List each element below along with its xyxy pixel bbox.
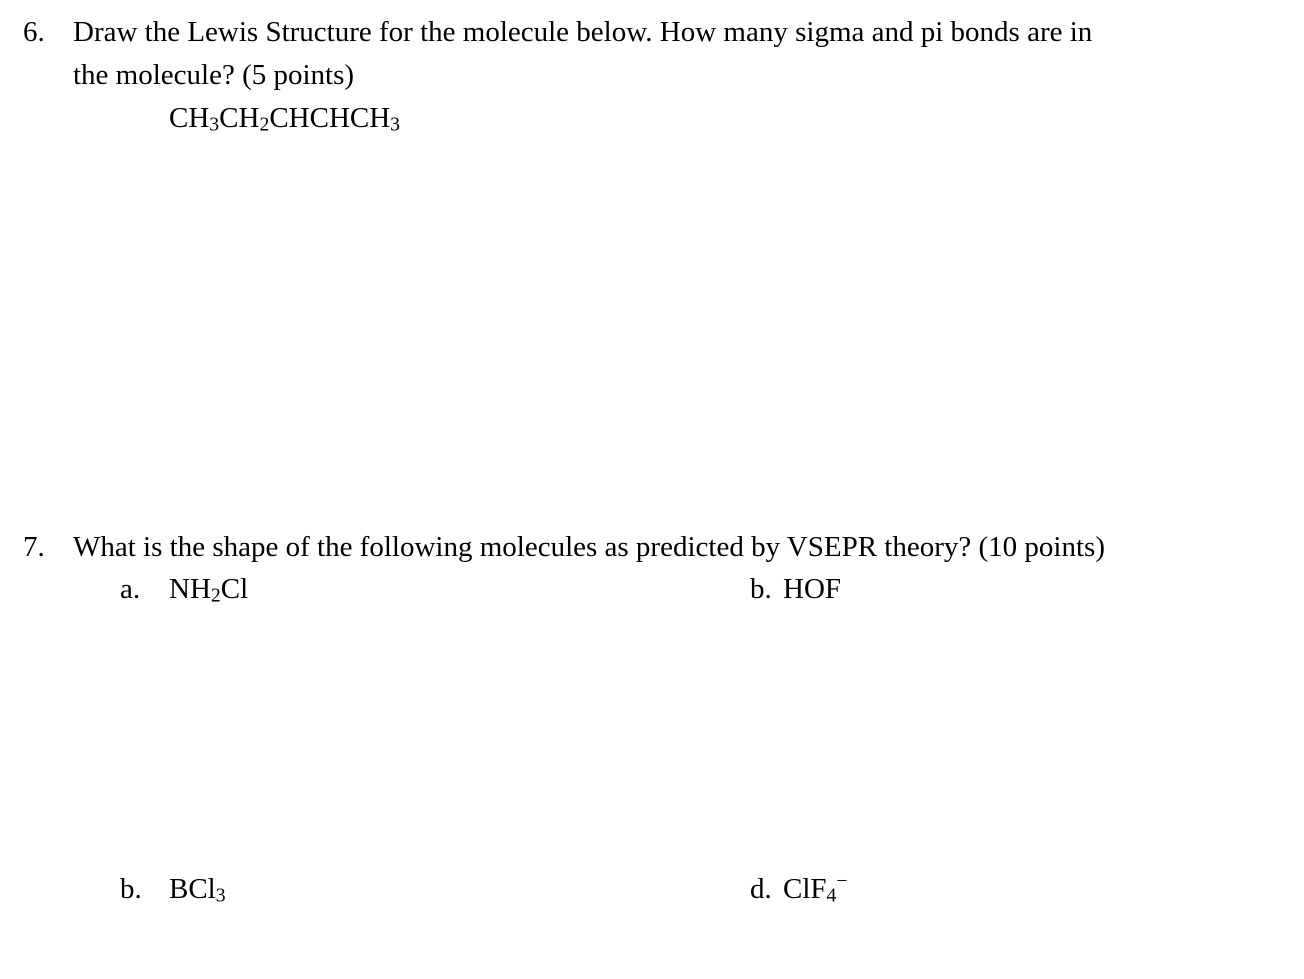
formula-text: BCl	[169, 873, 216, 905]
question-7-text: What is the shape of the following molecules as predicted by VSEPR theory? (10 points)	[73, 531, 1105, 563]
formula-text: HOF	[783, 573, 842, 605]
part-a-label: a.	[120, 573, 141, 605]
formula-text: NH	[169, 573, 211, 605]
question-6-molecule-formula	[169, 102, 401, 136]
question-6-text-line-2: the molecule? (5 points)	[73, 59, 355, 91]
part-b-hof-label: b.	[750, 573, 772, 605]
part-b-hof-formula	[783, 575, 841, 604]
formula-text: CH	[219, 102, 260, 134]
part-d-formula	[783, 870, 848, 907]
formula-text: ClF	[783, 873, 827, 905]
part-a-formula	[169, 573, 249, 607]
formula-subscript: 3	[209, 113, 220, 136]
formula-subscript: 3	[215, 884, 226, 907]
formula-subscript: 4	[826, 884, 837, 907]
formula-subscript: 2	[259, 113, 270, 136]
question-6-text-line-1: Draw the Lewis Structure for the molecule below. How many sigma and pi bonds are in	[73, 16, 1093, 48]
part-b-bcl3-formula	[169, 873, 226, 907]
part-b-bcl3-label: b.	[120, 873, 142, 905]
formula-text: CH	[169, 102, 210, 134]
formula-text: CHCHCH	[269, 102, 391, 134]
question-6-number: 6.	[23, 16, 45, 48]
formula-text: Cl	[220, 573, 249, 605]
formula-subscript: 3	[390, 113, 401, 136]
question-7-number: 7.	[23, 531, 45, 563]
formula-subscript: 2	[210, 584, 221, 607]
formula-superscript: −	[836, 870, 848, 893]
part-d-label: d.	[750, 873, 772, 905]
